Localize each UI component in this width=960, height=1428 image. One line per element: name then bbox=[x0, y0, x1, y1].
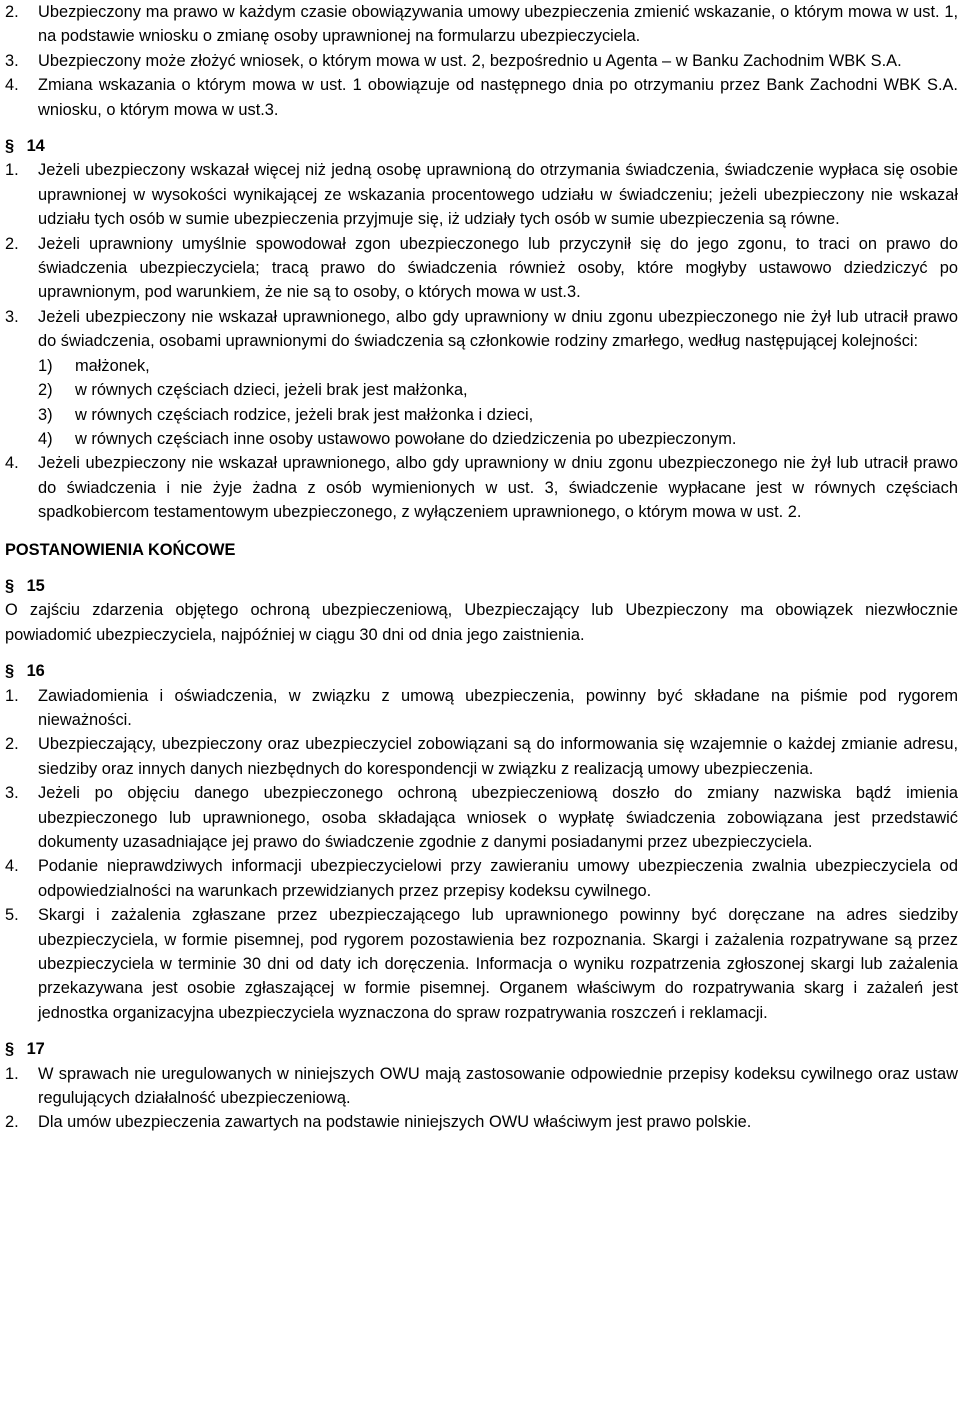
item-number: 3. bbox=[5, 307, 19, 326]
section-heading-17 bbox=[5, 1037, 958, 1061]
item-text: Jeżeli po objęciu danego ubezpieczonego ochroną ubezpieczeniową doszło do zmiany nazwiska bądź imienia ubezpieczonego lub uprawnionego, osoba składająca wniosek o wypłatę świadczenia zobowiązana jest przedstawić dokumenty uzasadniające jej prawo do świadczenie zgodnie z danymi posiadanymi przez ubezpieczyciela. bbox=[38, 784, 958, 851]
list-item bbox=[5, 451, 958, 524]
list-item bbox=[5, 684, 958, 733]
item-text: W sprawach nie uregulowanych w niniejszych OWU mają zastosowanie odpowiednie przepisy kodeksu cywilnego oraz ustaw regulujących działalność ubezpieczeniową. bbox=[38, 1064, 958, 1108]
sub-item-number: 4) bbox=[38, 429, 53, 448]
section-mark: § bbox=[5, 1040, 15, 1059]
list-item bbox=[5, 0, 958, 49]
section-number: 14 bbox=[26, 137, 45, 156]
section-number: 17 bbox=[26, 1040, 45, 1059]
sub-list-item bbox=[38, 403, 958, 427]
list-item bbox=[5, 73, 958, 122]
item-text: Jeżeli ubezpieczony nie wskazał uprawnionego, albo gdy uprawniony w dniu zgonu ubezpieczonego nie żył lub utracił prawo do świadczenia i nie żyje żadna z osób wymienionych w ust. 3, świadczenie wypłacane jest w równych częściach spadkobiercom testamentowym ubezpieczonego, z wyłączeniem uprawnionego, o którym mowa w ust. 2. bbox=[38, 454, 958, 522]
item-text: Jeżeli ubezpieczony wskazał więcej niż jedną osobę uprawnioną do otrzymania świadczenia, świadczenie wypłaca się osobie uprawnionej w wysokości wynikającej ze wskazania procentowego udziału w świadczeniu; jeżeli ubezpieczony nie wskazał udziału tych osób w sumie ubezpieczenia przyjmuje się, iż udziały tych osób w sumie ubezpieczenia są równe. bbox=[38, 161, 958, 229]
sub-item-text: w równych częściach inne osoby ustawowo powołane do dziedziczenia po ubezpieczonym. bbox=[75, 429, 737, 448]
item-text: Ubezpieczony może złożyć wniosek, o którym mowa w ust. 2, bezpośrednio u Agenta – w Banku Zachodnim WBK S.A. bbox=[38, 51, 902, 70]
list-item bbox=[5, 1110, 958, 1134]
paragraph: O zajściu zdarzenia objętego ochroną ubezpieczeniową, Ubezpieczający lub Ubezpieczony ma obowiązek niezwłocznie powiadomić ubezpieczyciela, najpóźniej w ciągu 30 dni od dnia jego zaistnienia. bbox=[5, 601, 958, 644]
list-item bbox=[5, 232, 958, 305]
item-number: 3. bbox=[5, 51, 19, 70]
section-mark: § bbox=[5, 137, 15, 156]
list-item bbox=[5, 1062, 958, 1111]
sub-item-text: małżonek, bbox=[75, 356, 150, 375]
list-item bbox=[5, 732, 958, 781]
sub-list-item bbox=[38, 354, 958, 378]
item-text: Jeżeli ubezpieczony nie wskazał uprawnionego, albo gdy uprawniony w dniu zgonu ubezpieczonego nie żył lub utracił prawo do świadczenia, osobami uprawnionymi do świadczenia są członkowie rodziny zmarłego, według następującej kolejności: bbox=[38, 307, 958, 351]
list-item bbox=[5, 854, 958, 903]
item-number: 1. bbox=[5, 686, 19, 705]
item-number: 2. bbox=[5, 735, 19, 754]
sub-item-number: 3) bbox=[38, 405, 53, 424]
section-mark: § bbox=[5, 576, 15, 595]
item-text: Ubezpieczony ma prawo w każdym czasie obowiązywania umowy ubezpieczenia zmienić wskazanie, o którym mowa w ust. 1, na podstawie wniosku o zmianę osoby uprawnionej na formularzu ubezpieczyciela. bbox=[38, 3, 958, 46]
sub-item-text: w równych częściach dzieci, jeżeli brak jest małżonka, bbox=[75, 381, 468, 400]
item-number: 2. bbox=[5, 3, 19, 21]
list-item bbox=[5, 49, 958, 73]
chapter-heading: POSTANOWIENIA KOŃCOWE bbox=[5, 540, 236, 559]
item-number: 4. bbox=[5, 76, 19, 95]
sub-item-number: 1) bbox=[38, 356, 53, 375]
item-number: 2. bbox=[5, 234, 19, 253]
sub-list-item bbox=[38, 427, 958, 451]
item-number: 2. bbox=[5, 1113, 19, 1132]
item-number: 4. bbox=[5, 454, 19, 473]
sub-item-number: 2) bbox=[38, 381, 53, 400]
item-text: Podanie nieprawdziwych informacji ubezpieczycielowi przy zawieraniu umowy ubezpieczenia zwalnia ubezpieczyciela od odpowiedzialności na warunkach przewidzianych przez przepisy kodeksu cywilnego. bbox=[38, 857, 958, 900]
item-text: Zmiana wskazania o którym mowa w ust. 1 obowiązuje od następnego dnia po otrzymaniu przez Bank Zachodni WBK S.A. wniosku, o którym mowa w ust.3. bbox=[38, 76, 958, 119]
section-heading-15 bbox=[5, 574, 958, 598]
list-item bbox=[5, 158, 958, 231]
item-number: 3. bbox=[5, 784, 19, 803]
list-item bbox=[5, 781, 958, 854]
section-number: 15 bbox=[26, 576, 45, 595]
sub-list-item bbox=[38, 378, 958, 402]
item-number: 1. bbox=[5, 161, 19, 180]
section-heading-14 bbox=[5, 134, 958, 158]
item-text: Dla umów ubezpieczenia zawartych na podstawie niniejszych OWU właściwym jest prawo polskie. bbox=[38, 1113, 752, 1132]
item-number: 1. bbox=[5, 1064, 19, 1083]
item-text: Ubezpieczający, ubezpieczony oraz ubezpieczyciel zobowiązani są do informowania się wzajemnie o każdej zmianie adresu, siedziby oraz innych danych niezbędnych do korespondencji w związku z realizacją umowy ubezpieczenia. bbox=[38, 735, 958, 778]
section-heading-16 bbox=[5, 659, 958, 683]
item-number: 4. bbox=[5, 857, 19, 876]
item-text: Jeżeli uprawniony umyślnie spowodował zgon ubezpieczonego lub przyczynił się do jego zgonu, to traci on prawo do świadczenia ubezpieczyciela; tracą prawo do świadczenia również osoby, które mogłyby ustawowo dziedziczyć po uprawnionym, pod warunkiem, że nie są to osoby, o których mowa w ust.3. bbox=[38, 234, 958, 302]
item-text: Zawiadomienia i oświadczenia, w związku z umową ubezpieczenia, powinny być składane na piśmie pod rygorem nieważności. bbox=[38, 686, 958, 729]
list-item bbox=[5, 305, 958, 354]
sub-item-text: w równych częściach rodzice, jeżeli brak jest małżonka i dzieci, bbox=[75, 405, 534, 424]
item-text: Skargi i zażalenia zgłaszane przez ubezpieczającego lub uprawnionego powinny być doręczane na adres siedziby ubezpieczyciela, w formie pisemnej, pod rygorem pozostawienia bez rozpoznania. Skargi i zażalenia rozpatrywane są przez ubezpieczyciela w terminie 30 dni od daty ich doręczenia. Informacja o wyniku rozpatrzenia zgłoszonej skargi lub zażalenia przekazywana jest osobie zgłaszającej w formie pisemnej. Organem właściwym do rozpatrywania skarg i zażaleń jest jednostka organizacyjna ubezpieczyciela wyznaczona do spraw rozpatrywania roszczeń i reklamacji. bbox=[38, 906, 958, 1022]
item-number: 5. bbox=[5, 906, 19, 925]
list-item bbox=[5, 903, 958, 1025]
section-mark: § bbox=[5, 662, 15, 681]
section-number: 16 bbox=[26, 662, 45, 681]
